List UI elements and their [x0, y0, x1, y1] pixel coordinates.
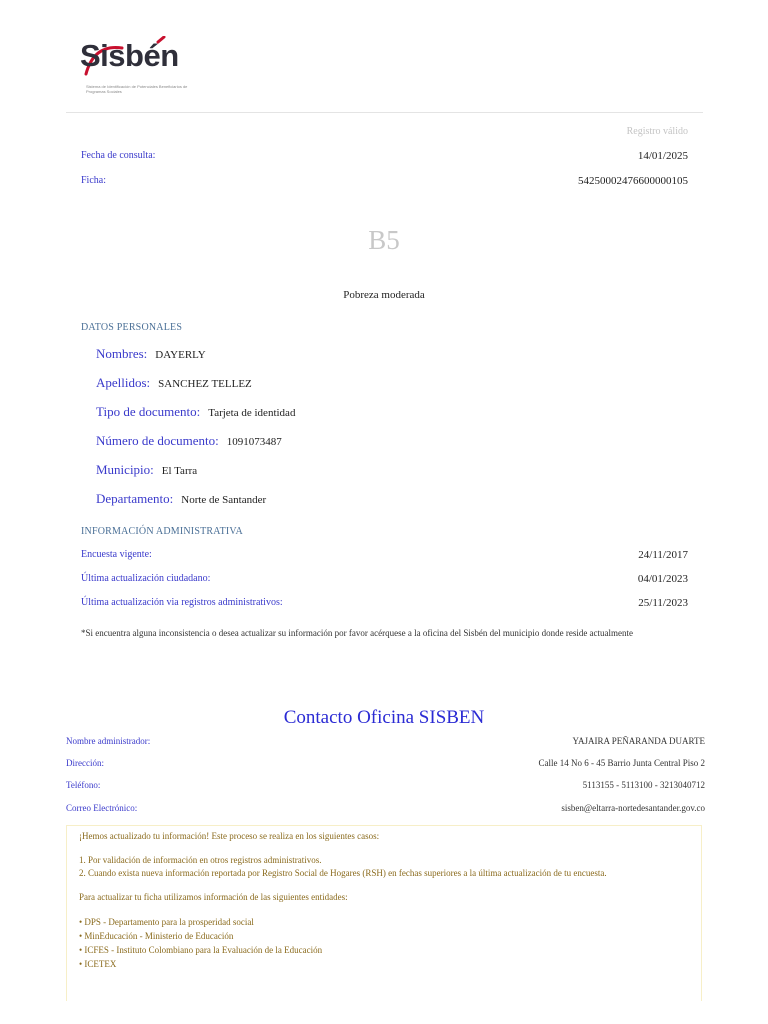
field-value: SANCHEZ TELLEZ: [158, 378, 252, 390]
inconsistency-note: *Si encuentra alguna inconsistencia o desea actualizar su información por favor acérquese a la oficina del Sisbén del municipio donde reside actualmente: [81, 628, 634, 638]
group-description: Pobreza moderada: [343, 289, 425, 301]
contact-title: Contacto Oficina SISBEN: [283, 707, 485, 728]
field-value: El Tarra: [161, 465, 198, 477]
info-heading: ¡Hemos actualizado tu información! Este proceso se realiza en los siguientes casos:: [79, 831, 380, 841]
field-label: Tipo de documento:: [96, 404, 201, 419]
sisben-logo: [80, 36, 200, 100]
ficha-value: 54250002476600000105: [578, 175, 688, 187]
fecha-consulta-value: 14/01/2025: [637, 150, 688, 162]
field-tipo-documento: [96, 403, 295, 421]
group-level: B5: [368, 225, 400, 255]
list-item: 2. Cuando exista nueva información reportada por Registro Social de Hogares (RSH) en fechas superiores a la última actualización de tu encuesta.: [79, 868, 607, 878]
list-item: • ICFES - Instituto Colombiano para la Evaluación de la Educación: [79, 943, 689, 957]
update-info-box: [66, 825, 702, 1001]
field-label: Nombres:: [96, 346, 148, 361]
field-value: Norte de Santander: [181, 494, 267, 506]
field-nombres: [96, 345, 206, 363]
field-municipio: [96, 461, 197, 479]
entities-intro: Para actualizar tu ficha utilizamos información de las siguientes entidades:: [79, 892, 348, 902]
field-label: Municipio:: [96, 462, 154, 477]
contact-email-value[interactable]: sisben@eltarra-nortedesantander.gov.co: [561, 803, 705, 813]
list-item: • MinEducación - Ministerio de Educación: [79, 929, 689, 943]
list-item: • DPS - Departamento para la prosperidad social: [79, 915, 689, 929]
contact-admin-value: YAJAIRA PEÑARANDA DUARTE: [572, 736, 705, 746]
encuesta-vigente-label: Encuesta vigente:: [81, 549, 152, 560]
actualizacion-ciudadano-value: 04/01/2023: [637, 573, 688, 585]
actualizacion-ciudadano-label: Última actualización ciudadano:: [81, 573, 211, 584]
field-value: DAYERLY: [155, 349, 206, 361]
contact-admin-label: Nombre administrador:: [66, 736, 151, 746]
field-numero-documento: [96, 432, 282, 450]
contact-address-value: Calle 14 No 6 - 45 Barrio Junta Central Piso 2: [538, 758, 705, 768]
field-label: Apellidos:: [96, 375, 151, 390]
encuesta-vigente-value: 24/11/2017: [638, 549, 688, 561]
field-label: Departamento:: [96, 491, 174, 506]
ficha-label: Ficha:: [81, 175, 106, 186]
field-value: Tarjeta de identidad: [208, 407, 296, 419]
contact-address-label: Dirección:: [66, 758, 104, 768]
actualizacion-registros-label: Última actualización via registros administrativos:: [81, 597, 283, 608]
contact-email-label: Correo Electrónico:: [66, 803, 138, 813]
contact-phone-value[interactable]: 5113155 - 5113100 - 3213040712: [582, 780, 705, 790]
header-divider: [66, 112, 703, 113]
personal-section-title: DATOS PERSONALES: [81, 322, 183, 333]
fecha-consulta-label: Fecha de consulta:: [81, 150, 156, 161]
list-item: • ICETEX: [79, 957, 689, 971]
list-item: 1. Por validación de información en otros registros administrativos.: [79, 855, 322, 865]
field-departamento: [96, 490, 266, 508]
status-badge: Registro válido: [626, 126, 688, 137]
contact-phone-label: Teléfono:: [66, 780, 101, 790]
field-label: Número de documento:: [96, 433, 219, 448]
actualizacion-registros-value: 25/11/2023: [638, 597, 688, 609]
field-value: 1091073487: [226, 436, 282, 448]
update-cases-list: [79, 854, 689, 880]
field-apellidos: [96, 374, 252, 392]
logo-tagline: Sistema de Identificación de Potenciales Beneficiarios de Programas Sociales: [86, 84, 188, 94]
entities-list: [79, 915, 689, 971]
logo-wordmark: Sisbén: [80, 38, 179, 73]
admin-section-title: INFORMACIÓN ADMINISTRATIVA: [81, 526, 243, 537]
